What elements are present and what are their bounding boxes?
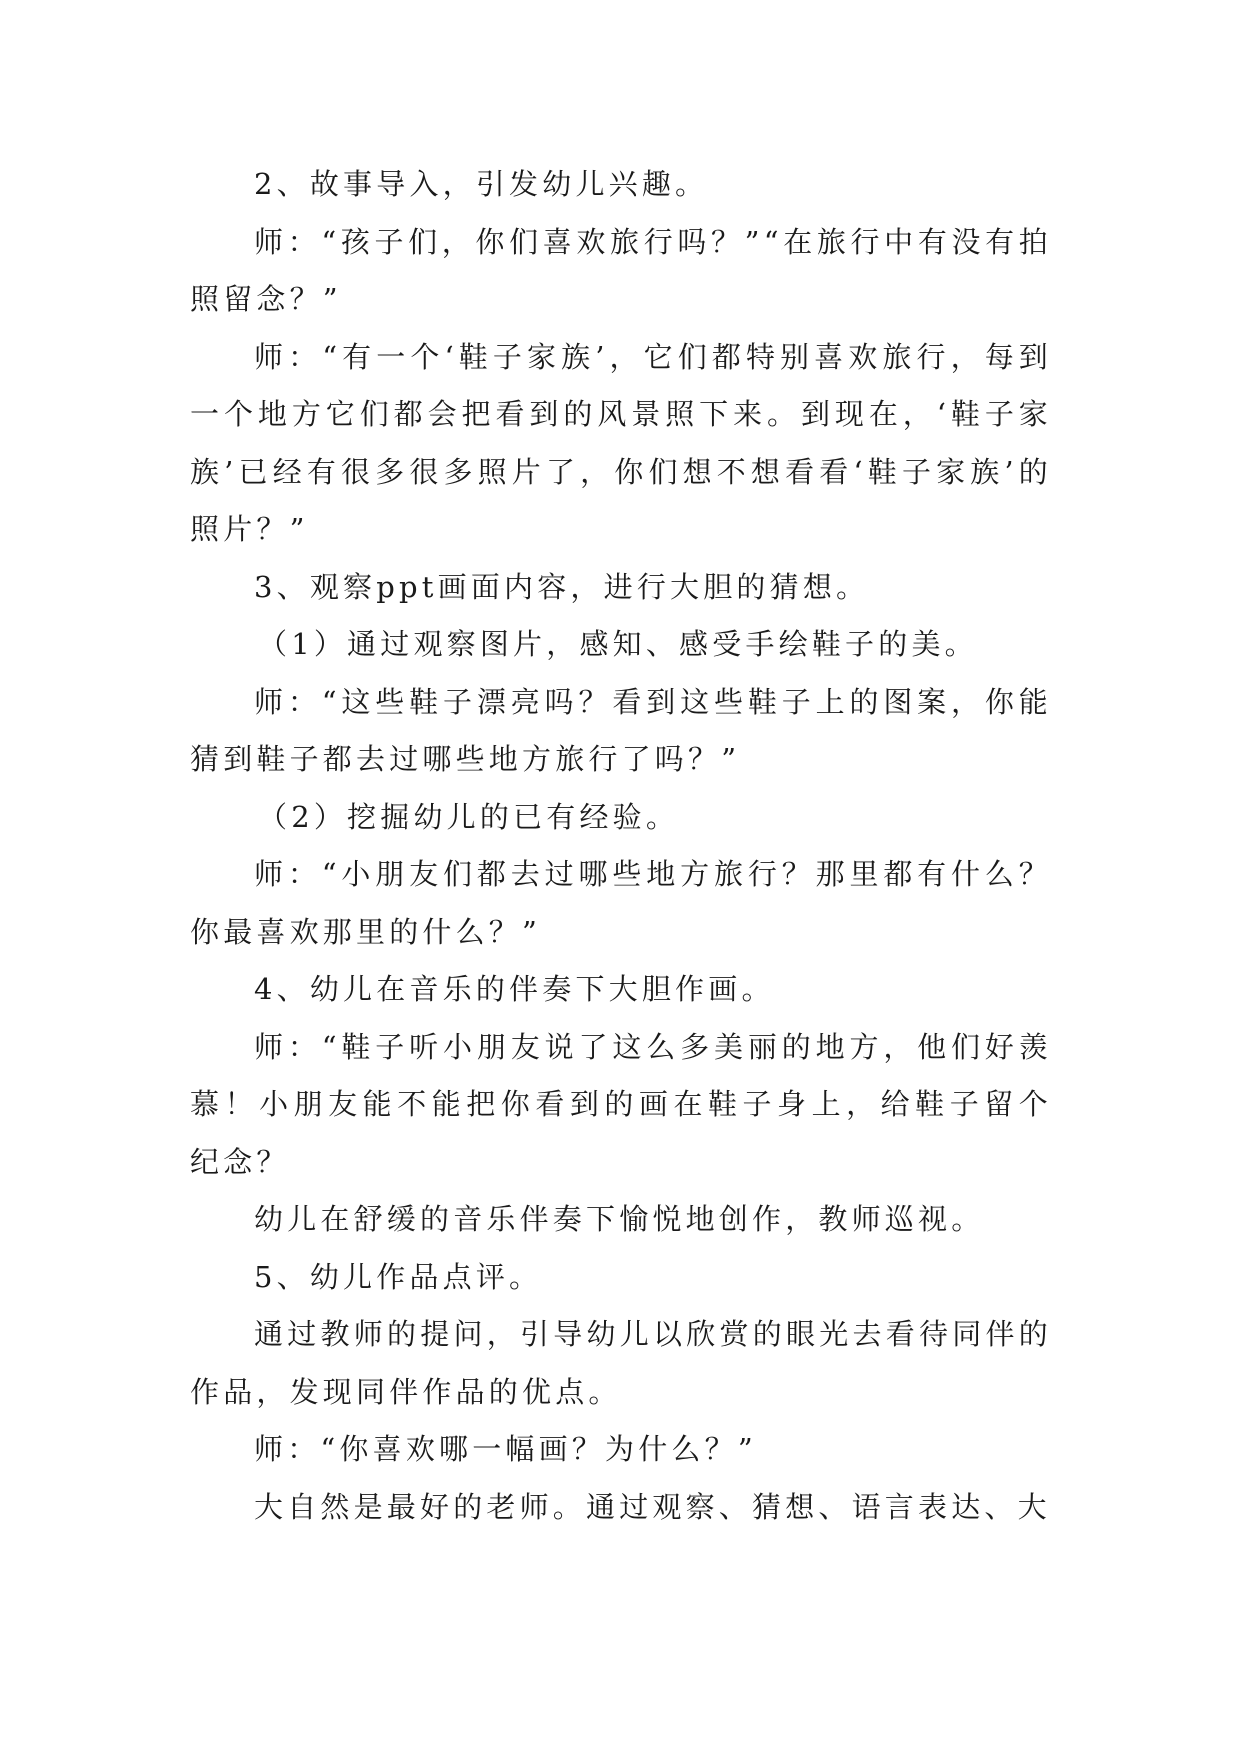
sub-step-heading: （1）通过观察图片，感知、感受手绘鞋子的美。	[258, 627, 978, 661]
document-body	[190, 156, 1052, 1536]
teacher-dialogue-paragraph: 师：“鞋子听小朋友说了这么多美丽的地方，他们好羡慕！小朋友能不能把你看到的画在鞋子身上，给鞋子留个纪念？	[190, 1029, 1052, 1179]
teacher-dialogue-paragraph: 师：“有一个‘鞋子家族’，它们都特别喜欢旅行，每到一个地方它们都会把看到的风景照下来。到现在，‘鞋子家族’已经有很多很多照片了，你们想不想看看‘鞋子家族’的照片？”	[190, 339, 1052, 546]
sub-step-heading: （2）挖掘幼儿的已有经验。	[258, 799, 680, 834]
teacher-dialogue-paragraph: 师：“孩子们，你们喜欢旅行吗？”“在旅行中有没有拍照留念？”	[190, 224, 1052, 316]
step-4-heading: 4、幼儿在音乐的伴奏下大胆作画。	[254, 972, 775, 1006]
step-2-heading: 2、故事导入，引发幼儿兴趣。	[254, 167, 709, 201]
body-paragraph: 幼儿在舒缓的音乐伴奏下愉悦地创作，教师巡视。	[254, 1202, 985, 1236]
body-paragraph: 大自然是最好的老师。通过观察、猜想、语言表达、大	[254, 1489, 1051, 1524]
teacher-dialogue-paragraph: 师：“小朋友们都去过哪些地方旅行？那里都有什么？你最喜欢那里的什么？”	[190, 857, 1052, 949]
teacher-dialogue-paragraph: 师：“这些鞋子漂亮吗？看到这些鞋子上的图案，你能猜到鞋子都去过哪些地方旅行了吗？”	[190, 684, 1052, 776]
step-5-heading: 5、幼儿作品点评。	[254, 1259, 543, 1294]
teacher-dialogue-paragraph: 师：“你喜欢哪一幅画？为什么？”	[254, 1432, 757, 1466]
body-paragraph: 通过教师的提问，引导幼儿以欣赏的眼光去看待同伴的作品，发现同伴作品的优点。	[190, 1317, 1052, 1409]
step-3-heading: 3、观察ppt画面内容，进行大胆的猜想。	[254, 569, 870, 604]
